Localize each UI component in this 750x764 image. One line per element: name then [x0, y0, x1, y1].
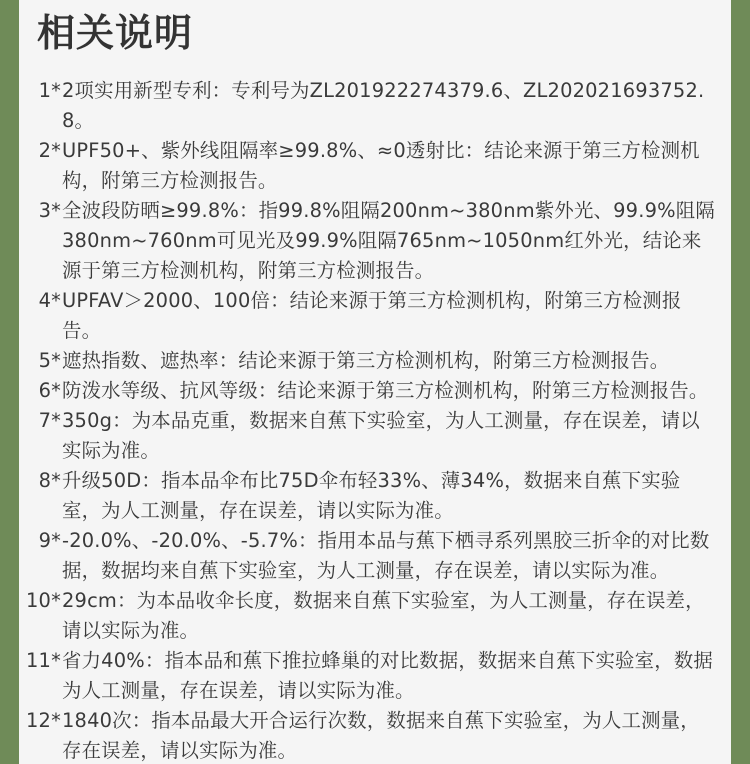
note-item-11 — [19, 646, 731, 706]
note-marker: 8* — [38, 469, 61, 492]
note-text: 29cm：为本品收伞长度，数据来自蕉下实验室，为人工测量，存在误差，请以实际为准。 — [62, 589, 705, 642]
note-text: 升级50D：指本品伞布比75D伞布轻33%、薄34%，数据来自蕉下实验室，为人工测量，存在误差，请以实际为准。 — [62, 469, 681, 522]
note-marker: 4* — [38, 289, 61, 312]
note-text: UPF50+、紫外线阻隔率≥99.8%、≈0透射比：结论来源于第三方检测机构，附第三方检测报告。 — [62, 139, 700, 192]
note-item-2 — [19, 136, 731, 196]
note-marker: 6* — [38, 379, 61, 402]
note-marker: 2* — [38, 139, 61, 162]
note-text: 防泼水等级、抗风等级：结论来源于第三方检测机构，附第三方检测报告。 — [62, 379, 709, 402]
note-marker: 9* — [38, 529, 61, 552]
note-item-5 — [19, 346, 731, 376]
note-text: UPFAV＞2000、100倍：结论来源于第三方检测机构，附第三方检测报告。 — [62, 289, 682, 342]
note-text: 省力40%：指本品和蕉下推拉蜂巢的对比数据，数据来自蕉下实验室，数据为人工测量，存在误差，请以实际为准。 — [62, 649, 714, 702]
notes-card — [19, 0, 731, 764]
note-marker: 7* — [38, 409, 61, 432]
note-marker: 10* — [26, 589, 61, 612]
note-text: 1840次：指本品最大开合运行次数，数据来自蕉下实验室，为人工测量，存在误差，请以实际为准。 — [62, 709, 700, 762]
note-text: 全波段防晒≥99.8%：指99.8%阻隔200nm~380nm紫外光、99.9%阻隔380nm~760nm可见光及99.9%阻隔765nm~1050nm红外光，结论来源于第三方检测机构，附第三方检测报告。 — [62, 199, 715, 282]
note-marker: 12* — [26, 709, 61, 732]
note-item-12 — [19, 706, 731, 764]
note-item-6 — [19, 376, 731, 406]
note-text: 遮热指数、遮热率：结论来源于第三方检测机构，附第三方检测报告。 — [62, 349, 670, 372]
page-title: 相关说明 — [37, 11, 194, 55]
note-text: -20.0%、-20.0%、-5.7%：指用本品与蕉下栖寻系列黑胶三折伞的对比数据，数据均来自蕉下实验室，为人工测量，存在误差，请以实际为准。 — [62, 529, 710, 582]
note-marker: 1* — [38, 79, 61, 102]
note-item-10 — [19, 586, 731, 646]
note-marker: 3* — [38, 199, 61, 222]
note-item-9 — [19, 526, 731, 586]
note-item-7 — [19, 406, 731, 466]
notes-list — [19, 76, 731, 764]
note-item-3 — [19, 196, 731, 286]
note-item-1 — [19, 76, 731, 136]
note-text: 2项实用新型专利：专利号为ZL201922274379.6、ZL202021693752.8。 — [62, 79, 705, 132]
note-item-8 — [19, 466, 731, 526]
note-item-4 — [19, 286, 731, 346]
note-text: 350g：为本品克重，数据来自蕉下实验室，为人工测量，存在误差，请以实际为准。 — [62, 409, 700, 462]
note-marker: 5* — [38, 349, 61, 372]
note-marker: 11* — [26, 649, 61, 672]
